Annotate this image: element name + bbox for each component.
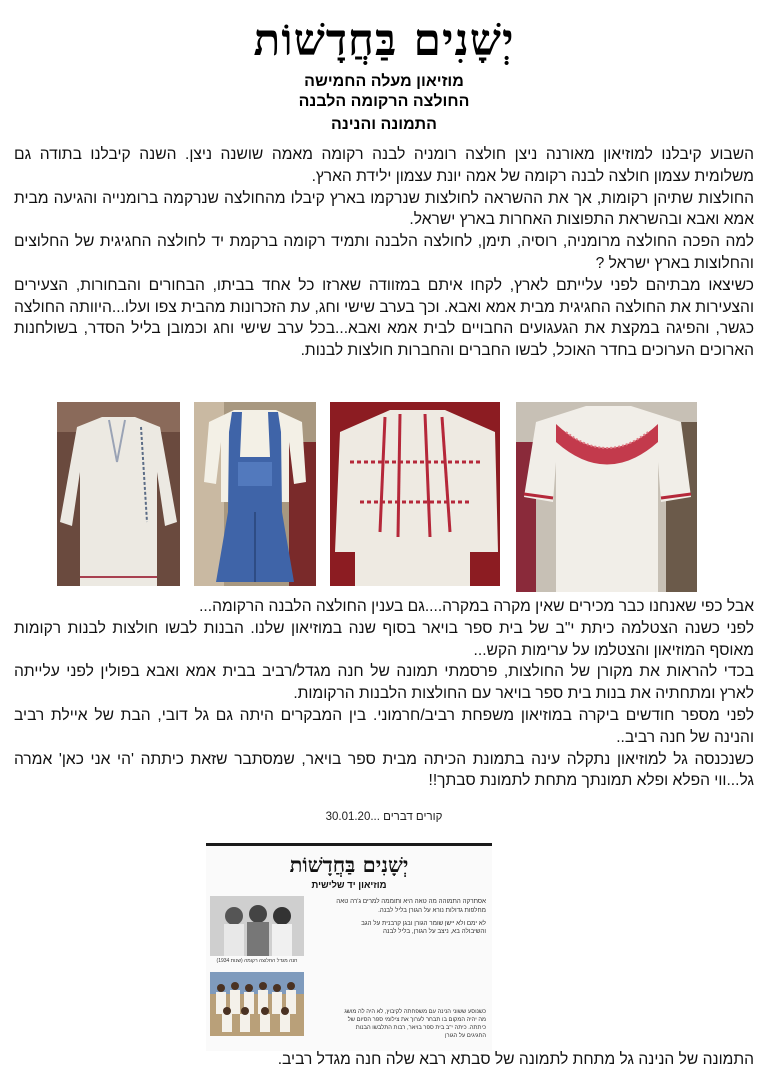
paragraph: לפני מספר חודשים ביקרה במוזיאון משפחת רביב/חרמוני. בין המבקרים היתה גם גל דובי, הבת של איילת רביב והנינה של חנה רביב..: [14, 706, 754, 746]
clipping-poem-stanza: לא ימם ולא יישן שומר הגורן ובגן קרבנית על הגב והשיבולה בא, ניצב על הגורן, בליל לבנה: [361, 919, 486, 936]
paragraph: השבוע קיבלנו למוזיאון מאורנה ניצן חולצה רומניה לבנה רקומה מאמה שושנה ניצן. השנה קיבלנו בתודה גם משלומית עצמון חולצה לבנה רקומה של אמה יונת עצמון ילידת הארץ.: [14, 146, 754, 185]
paragraph: החולצות שתיהן רקומות, אך את ההשראה לחולצות שנרקמו בארץ קיבלו מהחולצה שנרקמה ברומנייה והגיעה מבית אמא ואבא ובהשראת התפוצות האחרות בארץ ישראל.: [14, 189, 754, 229]
clipping-poem-stanza: אסתרקה התמוהה מה טאה היא ותוממה למרים ג'רה טאה מחלפות גדולות נורא על הגורן בליל לבנה.: [336, 898, 486, 914]
newspaper-clipping: [206, 843, 492, 1051]
masthead-title: יְשָׁנִים בַּחֲדָשׁוֹת: [253, 15, 515, 66]
article-body-top: [14, 144, 754, 362]
paragraph: כשנכנסה גל למוזיאון נתקלה עינה בתמונת הכיתה מבית ספר בויאר, שמסתבר שזאת כיתתה 'הי אני כאן' אמרה גל...ווי הפלא ופלא תמונתך מתחת לתמונת סבתך!!: [14, 750, 754, 790]
paragraph: למה הפכה החולצה מרומניה, רוסיה, תימן, לחולצה הלבנה ותמיד רקומה ברקמת יד לחולצה החגיגית של החלוצים והחלוצות בארץ ישראל ?: [14, 233, 754, 272]
byline: קורים דברים ...30.01.20: [325, 811, 443, 823]
paragraph: כשיצאו מבתיהם לפני עלייתם לארץ, לקחו איתם במזוודה שארזו כל אחד בביתו, הבחורים והבחורות, הצעירים והצעירות את החולצה החגיגית מבית אמא ואבא. וכך בערב שישי וחג, עת הזכרונות מהבית צפו ועלו...היוותה החולצה כגשר, והפיגה במקצת את הגעגועים החבויים לבית אמא ואבא...בכל ערב שישי וחג וכמובן בליל הסדר, בשולחנות הארוכים הערוכים בחדר האוכל, לבשו החברים והחברות חולצות לבנות.: [14, 276, 754, 360]
article-body-bottom: [14, 596, 754, 792]
paragraph: לפני כשנה הצטלמה כיתת י"ב של בית ספר בויאר בסוף שנה במוזיאון שלנו. הבנות לבשו חולצות לבנות רקומות מאוסף המוזיאון והצטלמו על ערימות הקש...: [14, 619, 754, 659]
paragraph: אבל כפי שאנחנו כבר מכירים שאין מקרה במקרה....גם בענין החולצה הלבנה הרקומה...: [199, 598, 754, 615]
paragraph: בכדי להראות את מקורן של החולצות, פרסמתי תמונה של חנה מגדל/רביב בבית אמא ואבא בפולין לפני עלייתה לארץ ומתחתיה את בנות בית ספר בויאר עם החולצות הלבנות הרקומות.: [14, 663, 754, 703]
clipping-footer-text: כשנוסע ששוני הנינה עם משפחתה לקיבוץ, לא היה לה מושג מה יהיה המקום בו תבחר לערוך את צילומי ספר הסיום של כיתתה. כיתה י"ב בית ספר בויאר, רבות התלבשו הבנות החגיגים על הגורן: [344, 1009, 486, 1039]
clipping-photo-caption: חנה מגדל החלוצה רקומה (שנות 1934): [216, 958, 298, 964]
shirt-photo-3: [330, 402, 500, 586]
museum-name: מוזיאון מעלה החמישה: [304, 73, 464, 90]
closing-caption: התמונה של הנינה גל מתחת לתמונה של סבתא רבא שלה חנה מגדל רביב.: [277, 1051, 754, 1068]
clipping-title: יְשָׁנִים בַּחֲדָשׁוֹת: [289, 852, 409, 877]
shirt-photo-1: [57, 402, 180, 586]
article-topic: החולצה הרקומה הלבנה: [298, 93, 470, 110]
clipping-photo-historic: [210, 896, 304, 956]
clipping-poem: [336, 898, 486, 941]
clipping-photo-class: [210, 972, 304, 1036]
shirt-photo-4: [516, 402, 697, 592]
section-heading: התמונה והנינה: [331, 116, 437, 133]
clipping-subtitle: מוזיאון יד שלישית: [311, 880, 387, 891]
shirt-photo-strip: [0, 398, 768, 594]
shirt-photo-2: [194, 402, 316, 586]
